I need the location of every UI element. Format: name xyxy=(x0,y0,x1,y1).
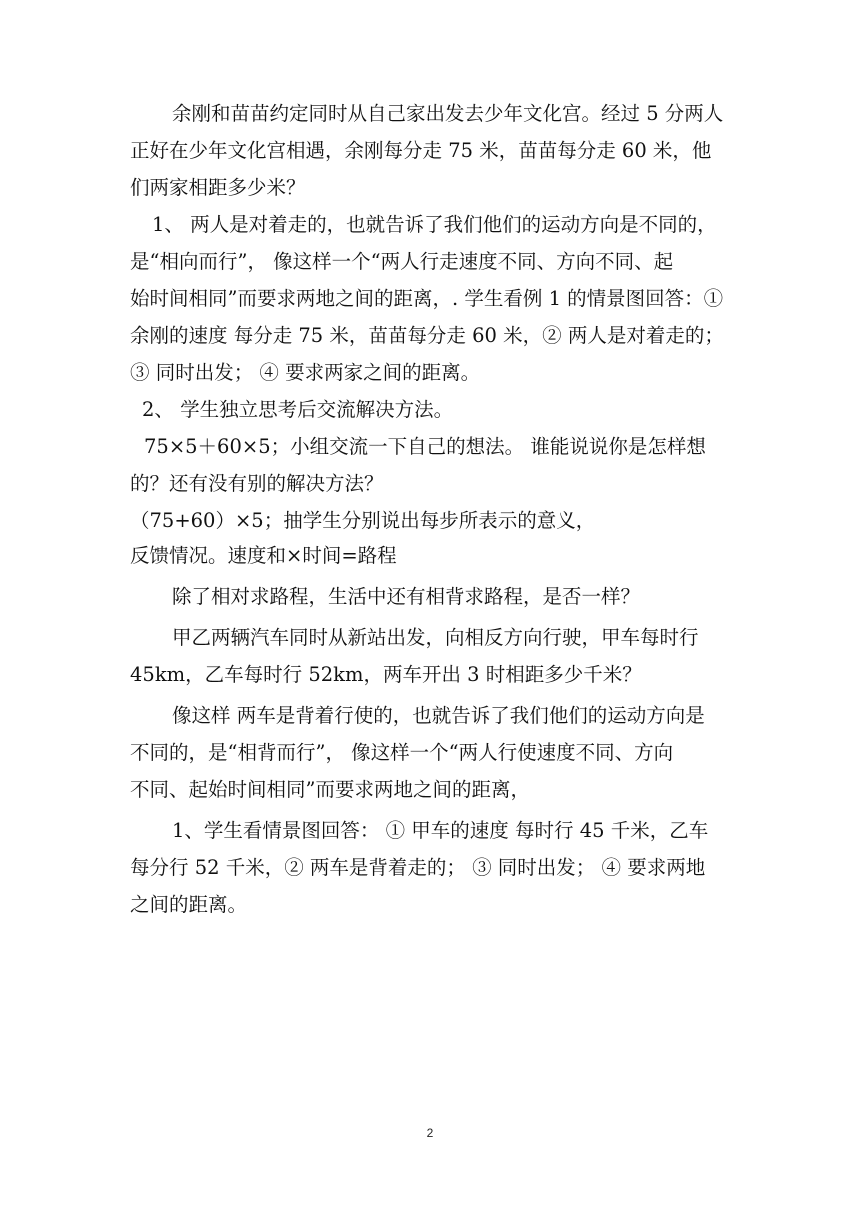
text-line: 像这样 两车是背着行使的，也就告诉了我们他们的运动方向是 xyxy=(172,704,705,727)
text-line: 的？还有没有别的解决方法？ xyxy=(130,472,384,495)
text-line: 每分行 52 千米，② 两车是背着走的； ③ 同时出发； ④ 要求两地 xyxy=(130,856,706,879)
text-line: 75×5＋60×5；小组交流一下自己的想法。 谁能说说你是怎样想 xyxy=(144,435,706,458)
text-line: 们两家相距多少米？ xyxy=(130,176,306,199)
text-line: 甲乙两辆汽车同时从新站出发，向相反方向行驶，甲车每时行 xyxy=(172,626,699,649)
text-line: 45km，乙车每时行 52km，两车开出 3 时相距多少千米？ xyxy=(130,663,642,686)
text-line: 始时间相同”而要求两地之间的距离，. 学生看例 1 的情景图回答：① xyxy=(130,287,724,310)
text-line: 2、 学生独立思考后交流解决方法。 xyxy=(142,398,454,421)
text-line: 除了相对求路程，生活中还有相背求路程，是否一样？ xyxy=(172,585,641,608)
text-line: 正好在少年文化宫相遇，余刚每分走 75 米，苗苗每分走 60 米，他 xyxy=(130,139,712,162)
text-line: （75+60）×5；抽学生分别说出每步所表示的意义， xyxy=(130,509,596,532)
text-line: 不同的，是“相背而行”， 像这样一个“两人行使速度不同、方向 xyxy=(130,741,674,764)
text-line: 余刚的速度 每分走 75 米，苗苗每分走 60 米，② 两人是对着走的； xyxy=(130,324,724,347)
page-number: 2 xyxy=(426,1126,434,1140)
document-body xyxy=(130,96,730,922)
text-line: ③ 同时出发； ④ 要求两家之间的距离。 xyxy=(130,361,481,384)
text-line: 反馈情况。速度和×时间=路程 xyxy=(130,544,397,567)
text-line: 1、学生看情景图回答： ① 甲车的速度 每时行 45 千米，乙车 xyxy=(172,819,709,842)
text-line: 1、 两人是对着走的，也就告诉了我们他们的运动方向是不同的， xyxy=(152,213,717,236)
text-line: 之间的距离。 xyxy=(130,893,248,916)
text-line: 是“相向而行”， 像这样一个“两人行走速度不同、方向不同、起 xyxy=(130,250,674,273)
text-line: 不同、起始时间相同”而要求两地之间的距离， xyxy=(130,778,530,801)
text-line: 余刚和苗苗约定同时从自己家出发去少年文化宫。经过 5 分两人 xyxy=(172,102,724,125)
